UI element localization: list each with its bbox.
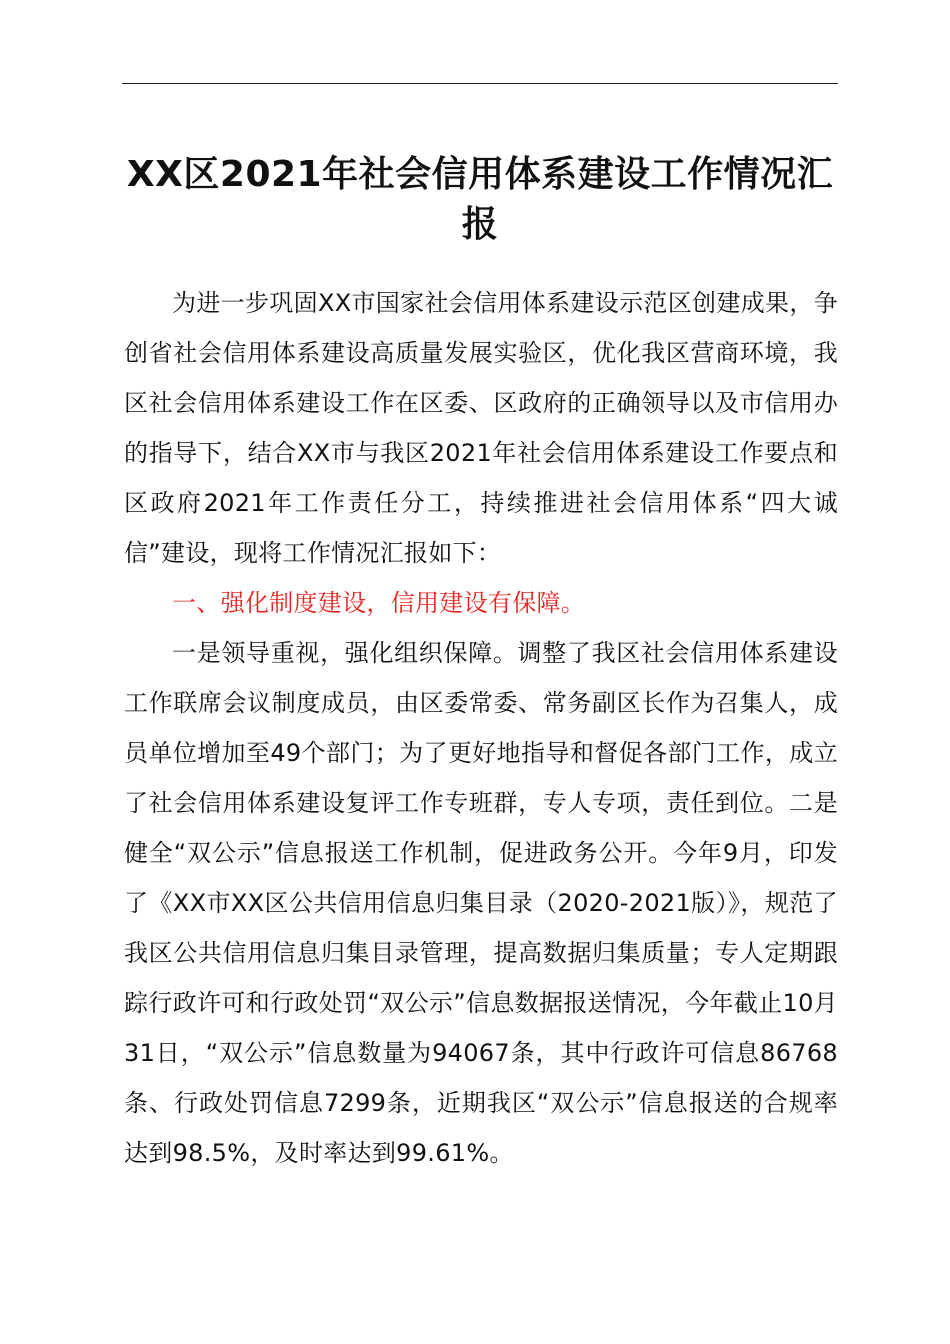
document-title: XX区2021年社会信用体系建设工作情况汇报 [126, 154, 834, 245]
section-body-paragraph: 一是领导重视，强化组织保障。调整了我区社会信用体系建设工作联席会议制度成员，由区委常委、常务副区长作为召集人，成员单位增加至49个部门；为了更好地指导和督促各部门工作，成立了社会信用体系建设复评工作专班群，专人专项，责任到位。二是健全“双公示”信息报送工作机制，促进政务公开。今年9月，印发了《XX市XX区公共信用信息归集目录（2020-2021版）》，规范了我区公共信用信息归集目录管理，提高数据归集质量；专人定期跟踪行政许可和行政处罚“双公示”信息数据报送情况，今年截止10月31日，“双公示”信息数量为94067条，其中行政许可信息86768条、行政处罚信息7299条，近期我区“双公示”信息报送的合规率达到98.5%，及时率达到99.61%。 [124, 639, 838, 1167]
document-body [124, 278, 838, 1178]
header-divider [122, 83, 838, 84]
intro-paragraph: 为进一步巩固XX市国家社会信用体系建设示范区创建成果，争创省社会信用体系建设高质量发展实验区，优化我区营商环境，我区社会信用体系建设工作在区委、区政府的正确领导以及市信用办的指导下，结合XX市与我区2021年社会信用体系建设工作要点和区政府2021年工作责任分工，持续推进社会信用体系“四大诚信”建设，现将工作情况汇报如下： [124, 289, 838, 567]
section-heading: 一、强化制度建设，信用建设有保障。 [172, 589, 586, 617]
